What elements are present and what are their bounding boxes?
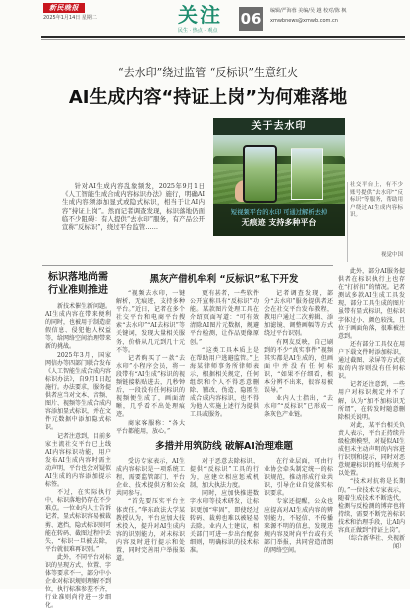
smartphone-icon: [243, 145, 277, 203]
masthead-rule: [41, 36, 405, 38]
column-1: [45, 303, 112, 610]
paragraph: 对此，某平台相关负责人表示，平台正持续升级检测模型，对疑似AI生成但未主动声明的内容进行识别和提示，同时对恶意规避标识的账号依规予以处置。: [338, 421, 405, 478]
headline-title: AI生成内容“持证上岗”为何难落地: [68, 87, 348, 108]
paragraph: 此外，部分AI服务提供者在标识执行上也存在“打折扣”的情况。记者测试多款AI生成工具发现，部分工具生成的图片虽带有显式标识，但标识字体过小、颜色较浅，且位于画面角落，很难被注意到。: [338, 268, 405, 340]
paragraph: “技术对抗将是长期的。”一位技术专家表示，随着生成技术不断迭代，检测与反检测的博弈也将持续，需要不断完善标识技术和治理手段，让AI内容真正做到“持证上岗”。: [338, 478, 405, 534]
issue-date: 2025年1月14日 星期二: [43, 15, 97, 21]
section1-heading-line2: 行业准则推进: [48, 285, 108, 296]
photo-banner: 关于去水印: [213, 118, 345, 135]
section2-heading: 黑灰产借机牟利 “反标识”私下开发: [149, 274, 299, 285]
paragraph: 记者注意到，目前多家主流社交平台已上线AI内容标识功能，用户发布AI生成内容时需主动声明，平台也会对疑似AI生成的内容添加提示标签。: [45, 432, 112, 489]
photo-text-overlay: [213, 204, 345, 236]
article-source-credit: （综合新华社、央视新闻）: [344, 535, 405, 551]
column-2-top: [116, 290, 185, 436]
section-divider: [42, 265, 333, 266]
paragraph: 对于恶意去除标识、提供“反标识”工具的行为，应建立相应惩戒机制，加大执法力度。: [190, 458, 259, 490]
contact-email: xmwbnews@xmwb.com.cn: [270, 18, 338, 24]
paragraph: 新技术催生新问题。AI生成内容在带来便利的同时，也被用于制造虚假信息、侵犯他人权益等，给网络空间治理带来新的挑战。: [45, 303, 112, 351]
paragraph: 不过，在实际执行中，标识落地仍存在不少难点。一位业内人士告诉记者，显式标识容易被裁剪、遮挡，隐式标识则可能在转码、截图过程中丢失，“标识一旦被去除，平台就很难再识别。”: [45, 489, 112, 553]
column-2-bottom: [116, 458, 185, 582]
photo-overlay-line1: 短视频平台的水印 可通过解析去掉: [230, 209, 328, 216]
photo-overlay-line2: 无痕迹 支持多种平台: [241, 218, 317, 227]
paragraph: “视频去水印，一键解析，无痕迹，支持多种平台。”近日，记者在多个社交平台和电商平台搜索“去水印”“AI去标识”等关键词，发现大量相关服务，价格从几元到几十元不等。: [116, 290, 185, 354]
photo-credit: 视觉中国: [380, 252, 403, 258]
paragraph: 同时，应加快推进数字水印等技术研发，让标识更加“牢固”，即使经过转码、裁剪也难以被轻易去除。业内人士建议，相关部门可进一步出台配套细则，明确标识的技术标准。: [190, 490, 259, 555]
section-subtitle: 民生 · 热点 · 观点: [178, 28, 218, 34]
paragraph: “首先要压实平台主体责任。”华东政法大学某教授认为，平台应加大技术投入，提升对AI生成内容的识别能力，对未标识内容及时进行提示和处置，同时完善用户举报渠道。: [116, 498, 185, 563]
column-3-bottom: [190, 458, 259, 582]
column-3-top: [190, 290, 259, 436]
photo-screen-preview: [291, 148, 323, 200]
section1-heading: [44, 271, 112, 297]
paragraph: 业内人士指出，“去水印”“反标识”已形成一条灰色产业链。: [264, 395, 333, 419]
editor-credits: 编辑/严海蓉 美编/吴 越 校对/陈 枫: [270, 8, 347, 14]
column-4-bottom: [264, 458, 333, 582]
article-intro: 针对AI生成内容乱象频发，2025年9月1日《人工智能生成合成内容标识办法》施行，明确AI生成内容须添加显式或隐式标识，相当于让AI内容“持证上岗”。然而记者调查发现，标识落地仍面临不少阻碍：有人提供“去水印”服务，有产品公开宣称“反标识”，绕过平台监管……: [62, 182, 205, 232]
paragraph: 有网友反映，自己刷到的不少“真实事件”视频其实都是AI生成的，但画面中并没有任何标识，“如果不仔细看，根本分辨不出来，很容易被误导。”: [264, 338, 333, 395]
newspaper-logo: 新民晚报: [43, 3, 85, 13]
photo-caption: 社交平台上，有不少账号提供“去水印”“反标识”等服务，帮助用户绕过AI生成内容标识。: [350, 182, 403, 219]
paragraph: 记者还注意到，一些用户对标识规定并不了解，认为“加不加标识无所谓”，在转发时随意删除相关说明。: [338, 381, 405, 421]
page-number: 06: [239, 7, 263, 31]
paragraph: 商家客服称：“各大平台都能用，放心。”: [116, 419, 185, 435]
caption-divider: [347, 182, 348, 262]
photo-treeline: [213, 156, 345, 164]
paragraph: “这类工具本质上是在帮助用户逃避监管。”上海某律师事务所律师表示，根据相关规定，任何组织和个人不得恶意删除、篡改、伪造、隐匿生成合成内容标识，也不得为他人实施上述行为提供工具或服务。: [190, 346, 259, 419]
paragraph: 还有部分工具仅在用户下载文件时添加标识，通过截图、录屏等方式获取的内容则没有任何标识。: [338, 340, 405, 381]
column-5: [338, 268, 405, 582]
paragraph: 此外，不同平台对标识的呈现方式、位置、字体等要求不一，部分中小企业对标识规则理解不到位，执行标准参差不齐，行业准则尚待进一步细化。: [45, 553, 112, 610]
section-title: 关注: [178, 3, 222, 27]
section1-heading-line1: 标识落地尚需: [48, 272, 108, 283]
photo-field: [213, 170, 345, 204]
paragraph: 受访专家表示，AI生成内容标识是一项系统工程，需要监管部门、平台企业、技术提供方和公众共同参与。: [116, 458, 185, 498]
paragraph: 更有甚者，一些软件公开宣称具有“反标识”功能。某款图片处理工具在介绍页面写道：“可有效清除AI图片元数据，规避平台检测，让作品更像原创。”: [190, 290, 259, 346]
paragraph: 2025年3月，国家网信办等四部门联合发布《人工智能生成合成内容标识办法》，自9月1日起施行。办法要求，服务提供者应当对文本、音频、图片、视频等生成合成内容添加显式标识，并在文件元数据中添加隐式标识。: [45, 351, 112, 432]
column-4-top: [264, 290, 333, 436]
paragraph: 记者调查发现，部分“去水印”服务提供者还会在社交平台发布教程，教用户通过二次剪辑、添加滤镜、调整画幅等方式绕过平台识别。: [264, 290, 333, 338]
headline-kicker: “去水印”绕过监管 “反标识”生意红火: [118, 66, 298, 79]
paragraph: 在行业层面，可由行业协会牵头制定统一的标识规范，推动形成行业共识，引导企业自觉落实标识要求。: [264, 458, 333, 498]
paragraph: 记者购买了一款“去水印”小程序会员，将一段带有“AI生成”标识的视频链接粘贴进去，几秒钟后，一段没有任何标识的视频便生成了，画面清晰，几乎看不出处理痕迹。: [116, 354, 185, 419]
masthead-rule-thin: [41, 39, 405, 40]
section3-heading: 多措并用筑防线 破解AI治理难题: [155, 441, 293, 452]
news-photo: [213, 118, 345, 236]
paragraph: 专家还提醒，公众也应提高对AI生成内容的辨别能力，不轻信、不传播来源不明的信息，发现违规内容及时向平台或有关部门举报，共同营造清朗的网络空间。: [264, 498, 333, 555]
